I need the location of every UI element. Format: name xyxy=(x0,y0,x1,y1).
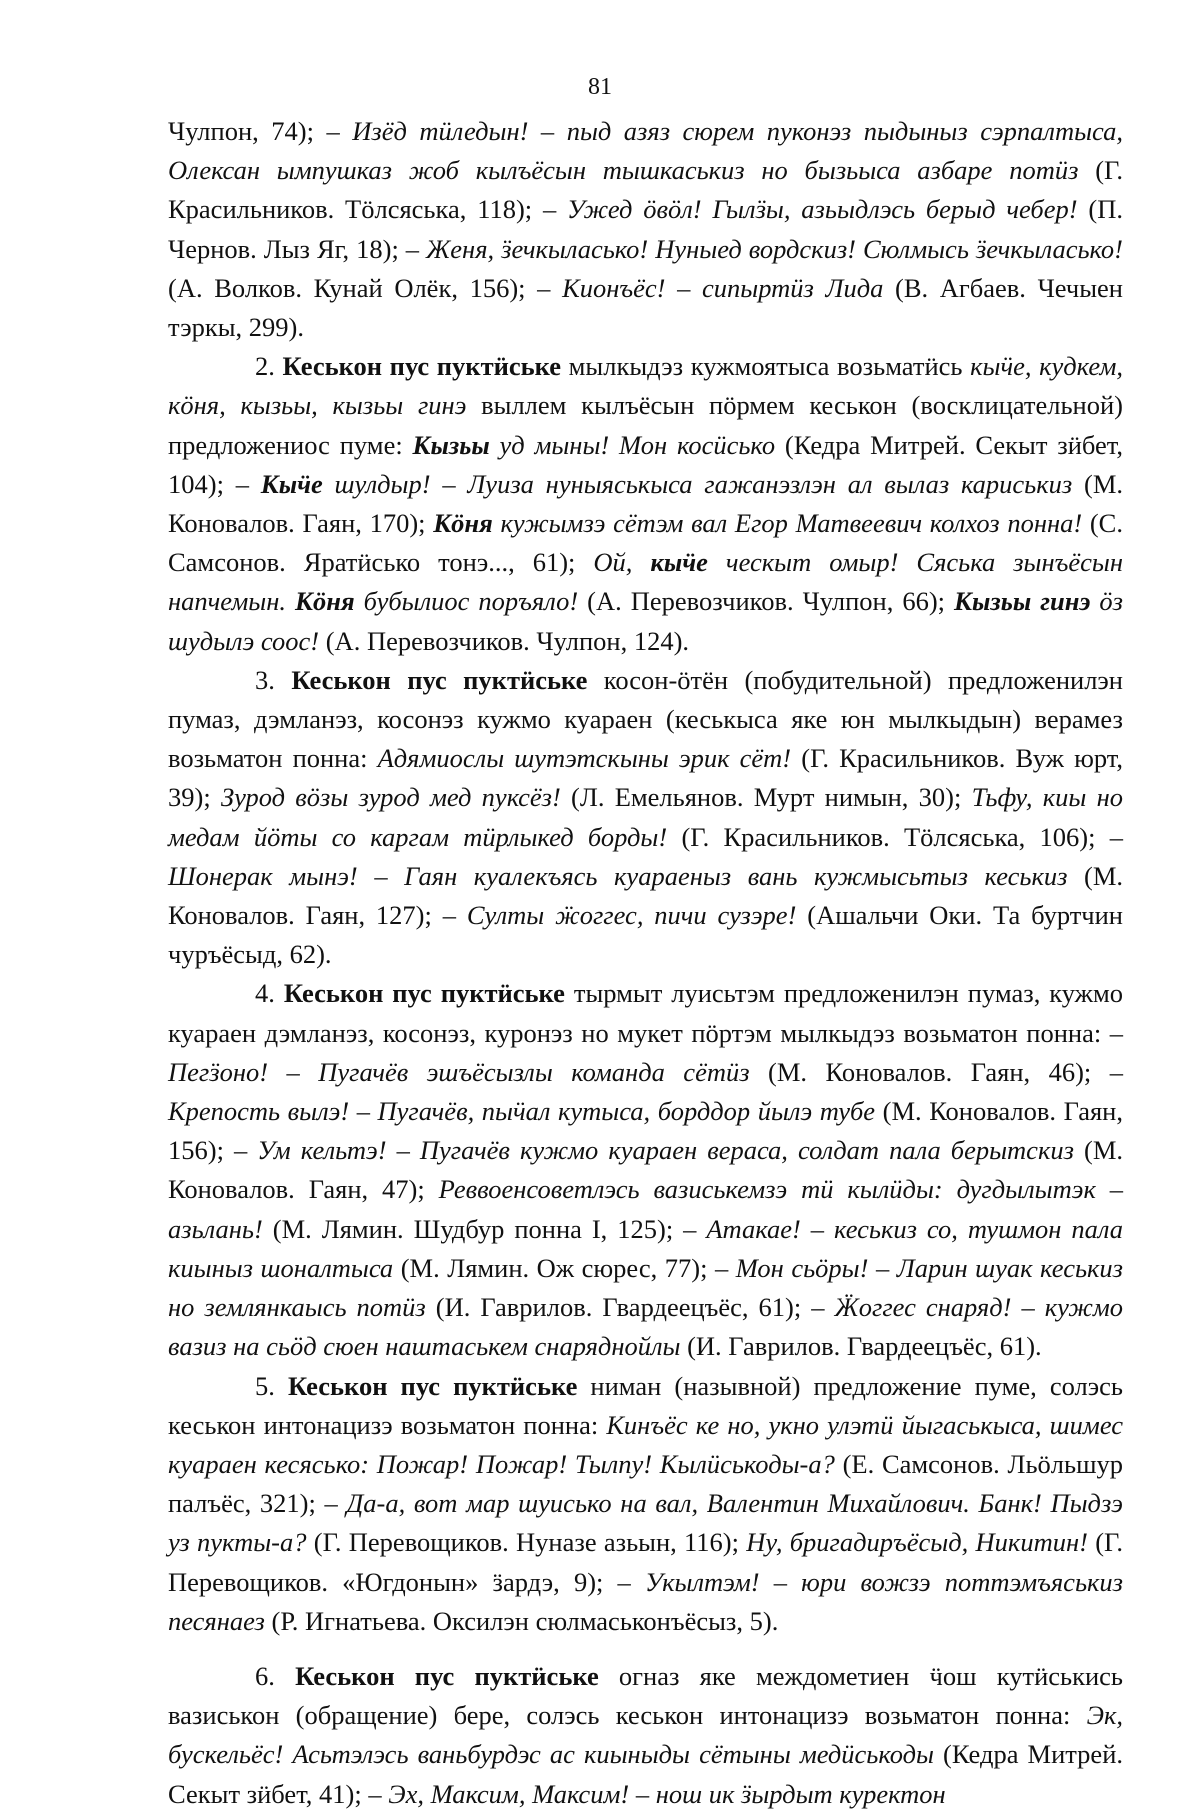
italic-example: Эк, бускельёс! Асьтэлэсь ваньбурдэс ас киыныды сётыны медӥськоды xyxy=(168,1700,1123,1770)
italic-example: Пугачёв эшъёсызлы команда сётӥз xyxy=(318,1056,750,1087)
text-run: (И. Гаврилов. Гвардеецъёс, 61). xyxy=(680,1331,1042,1362)
text-run: (Г. Красильников. Тӧлсяська, 106); – xyxy=(667,821,1124,852)
italic-example: Изёд тӥледын! xyxy=(352,116,529,146)
text-run: – xyxy=(349,1096,378,1127)
italic-example: Женя, ӟечкыласько! Нуныед вордскиз! Сюлмысь ӟечкыласько! xyxy=(426,233,1123,264)
paragraph xyxy=(168,661,1123,975)
italic-example: Укылтэм! xyxy=(644,1566,760,1597)
text-run: выллем кылъёсын пӧрмем кеськон (восклицательной) предложениос пуме: xyxy=(168,390,1123,460)
text-run: – xyxy=(268,1056,319,1087)
italic-example: Шонерак мынэ! xyxy=(168,860,358,891)
italic-example: Кинъёс ке но, укно улэтӥ йыгаськыса, шимес куараен кесясько: Пожар! Пожар! Тылпу! Кылӥськоды-а? xyxy=(168,1409,1123,1479)
italic-example: Ӝоггес снаряд! xyxy=(834,1292,1012,1323)
text-run: – xyxy=(528,116,567,146)
paragraph xyxy=(168,347,1123,661)
italic-example: Гаян куалекъясь куараеныз вань кужмысьтыз кеськиз xyxy=(404,860,1068,891)
italic-example: юри вожзэ поттэмъяськиз песянаез xyxy=(168,1566,1123,1636)
italic-example: Ужед ӧвӧл! Гылӟы, азьыдлэсь берыд чебер! xyxy=(567,194,1078,225)
text-run: (С. Самсонов. Яратӥсько тонэ..., 61); xyxy=(168,508,1123,578)
italic-example: Ну, бригадиръёсыд, Никитин! xyxy=(746,1527,1088,1558)
italic-example: нош ик ӟырдыт куректон xyxy=(655,1778,946,1809)
italic-example: Да-а, вот мар шуисько на вал, Валентин Михайлович. Банк! Пыдзэ уз пукты-а? xyxy=(168,1488,1123,1558)
italic-example: Крепость вылэ! xyxy=(168,1096,350,1127)
bold-italic-text: кыӵе xyxy=(650,547,708,578)
body-text xyxy=(168,112,1123,1814)
text-run: (М. Коновалов. Гаян, 46); – xyxy=(749,1056,1123,1087)
text-run: (А. Перевозчиков. Чулпон, 66); xyxy=(578,586,955,617)
paragraph xyxy=(168,974,1123,1366)
text-run: 6. xyxy=(255,1660,296,1691)
text-run: (Л. Емельянов. Мурт нимын, 30); xyxy=(560,782,972,813)
text-run: (Е. Самсонов. Льӧльшур палъёс, 321); – xyxy=(168,1448,1123,1519)
italic-example: Реввоенсоветлэсь вазиськемзэ тӥ кылӥды: дугдылытэк – азьлань! xyxy=(168,1174,1123,1244)
text-run: тырмыт луисьтэм предложенилэн пумаз, кужмо куараен дэмланэз, косонэз, куронэз но мукет пӧртэм мылкыдэз возьматон понна: – xyxy=(168,978,1123,1048)
paragraph xyxy=(168,1367,1123,1641)
text-run: (М. Коновалов. Гаян, 170); xyxy=(168,468,1124,539)
text-run: – xyxy=(629,1778,656,1809)
text-run: – xyxy=(800,1213,835,1244)
text-run: – xyxy=(357,860,405,891)
italic-example: Луиза нуныяськыса гажанэзлэн ал вылаз кариськиз xyxy=(467,468,1073,499)
text-run: 5. xyxy=(255,1370,288,1401)
text-run: Чулпон, 74); – xyxy=(168,116,353,146)
text-run: (В. Агбаев. Чечыен тэркы, 299). xyxy=(168,272,1123,343)
paragraph xyxy=(168,112,1123,347)
italic-example: Мон сьӧры! xyxy=(735,1252,869,1283)
text-run: (А. Перевозчиков. Чулпон, 124). xyxy=(319,625,690,656)
italic-example: Тьфу, киы но медам йӧты со каргам тӥрлыкед борды! xyxy=(168,782,1123,852)
italic-example: Пугачёв кужмо куараен вераса, солдат пала берытскиз xyxy=(419,1135,1074,1166)
text-run: (Ашальчи Оки. Та буртчин чуръёсыд, 62). xyxy=(168,900,1123,970)
italic-example: пыд азяз сюрем пуконэз пыдыныз сэрпалтыса, Олексан ымпушказ жоб кылъёсын тышкаськиз но бызьыса азбаре потӥз xyxy=(168,116,1124,186)
text-run: – xyxy=(665,272,703,303)
text-run: (А. Волков. Кунай Олёк, 156); – xyxy=(168,272,563,303)
bold-term: Кеськон пус пуктӥське xyxy=(287,1370,578,1401)
italic-example: шулдыр! xyxy=(322,468,431,499)
italic-example: сипыртӥз Лида xyxy=(702,272,884,303)
bold-italic-text: Кыӵе xyxy=(260,468,323,499)
text-run: 3. xyxy=(255,664,292,695)
text-run: ниман (назывной) предложение пуме, солэсь кеськон интонацизэ возьматон понна: xyxy=(168,1370,1123,1440)
text-run: (М. Лямин. Шудбур понна I, 125); – xyxy=(262,1213,707,1244)
italic-example: Ум кельтэ! xyxy=(257,1135,387,1166)
text-run: (М. Лямин. Ож сюрес, 77); – xyxy=(393,1252,736,1283)
italic-example: Эх, Максим, Максим! xyxy=(388,1778,630,1809)
paragraph xyxy=(168,1657,1123,1814)
text-run: (И. Гаврилов. Гвардеецъёс, 61); – xyxy=(425,1292,835,1323)
text-run: (М. Коновалов. Гаян, 47); xyxy=(168,1135,1124,1205)
text-run: (М. Коновалов. Гаян, 156); – xyxy=(168,1096,1123,1166)
text-run: мылкыдэз кужмоятыса возьматӥсь xyxy=(561,351,971,382)
text-run: (М. Коновалов. Гаян, 127); – xyxy=(168,860,1124,931)
text-run: 4. xyxy=(255,978,284,1009)
italic-example: ӧз шудылэ соос! xyxy=(168,586,1124,656)
bold-term: Кеськон пус пуктӥське xyxy=(282,351,562,382)
italic-example: кужмо вазиз на сьӧд сюен наштаськем снаряднойлы xyxy=(168,1292,1124,1362)
text-run: (Кедра Митрей. Секыт зӥбет, 41); – xyxy=(168,1739,1123,1809)
italic-example: Адямиослы шутэтскыны эрик сёт! xyxy=(377,743,792,774)
italic-example: Кионъёс! xyxy=(562,272,666,303)
text-run: (Г. Красильников. Тӧлсяська, 118); – xyxy=(168,155,1124,225)
page-number: 81 xyxy=(588,74,612,100)
text-run: (Г. Перевощиков. Нуназе азьын, 116); xyxy=(306,1527,747,1558)
text-run: (Кедра Митрей. Секыт зӥбет, 104); – xyxy=(168,429,1123,499)
text-run: (Г. Красильников. Вуж юрт, 39); xyxy=(168,743,1123,813)
bold-term: Кеськон пус пуктӥське xyxy=(283,978,565,1009)
italic-example: уд мыны! Мон косӥсько xyxy=(489,429,776,460)
italic-example: Атакае! xyxy=(706,1213,801,1244)
text-run: (Г. Перевощиков. «Югдонын» ӟардэ, 9); – xyxy=(168,1527,1123,1597)
bold-term: Кеськон пус пуктӥське xyxy=(295,1660,599,1691)
bold-italic-text: Кӧня xyxy=(433,508,493,539)
italic-example: бубылиос поръяло! xyxy=(354,586,579,617)
bold-italic-text: Кызьы гинэ xyxy=(954,586,1091,617)
text-run: косон-ӧтён (побудительной) предложенилэн пумаз, дэмланэз, косонэз кужмо куараен (кеськыса яке юн мылкыдын) верамез возьматон понна: xyxy=(168,664,1123,774)
text-run: – xyxy=(868,1252,897,1283)
bold-term: Кеськон пус пуктӥське xyxy=(291,664,588,695)
text-run: – xyxy=(386,1135,420,1166)
bold-italic-text: Кызьы xyxy=(412,429,490,460)
italic-example: Пугачёв, пыӵал кутыса, борддор йылэ тубе xyxy=(377,1096,876,1127)
italic-example: Зурод вӧзы зурод мед пуксёз! xyxy=(220,782,561,813)
italic-example: кужымзэ сётэм вал Егор Матвеевич колхоз понна! xyxy=(492,508,1083,539)
text-run: – xyxy=(1011,1292,1045,1323)
text-run: огназ яке междометиен ӵош кутӥськись вазиськон (обращение) бере, солэсь кеськон интонацизэ возьматон понна: xyxy=(168,1660,1123,1731)
text-run: – xyxy=(430,468,468,499)
text-run: – xyxy=(759,1566,802,1597)
italic-example: ческыт омыр! Сяська зынъёсын напчемын. xyxy=(168,547,1123,617)
text-run: 2. xyxy=(255,351,283,382)
text-run: (П. Чернов. Лыз Яг, 18); – xyxy=(168,194,1123,264)
italic-example: Ой, xyxy=(593,547,651,578)
italic-example: кыӵе, кудкем, кӧня, кызьы, кызьы гинэ xyxy=(168,351,1124,421)
italic-example: Пегӟоно! xyxy=(168,1056,269,1087)
italic-example: Султы ӝоггес, пичи сузэре! xyxy=(466,900,797,931)
bold-italic-text: Кӧня xyxy=(295,586,355,617)
italic-example: Ларин шуак кеськиз но землянкаысь потӥз xyxy=(168,1252,1123,1323)
text-run: (Р. Игнатьева. Оксилэн сюлмаськонъёсыз, 5). xyxy=(264,1605,779,1636)
italic-example: кеськиз со, тушмон пала киыныз шоналтыса xyxy=(168,1213,1123,1283)
